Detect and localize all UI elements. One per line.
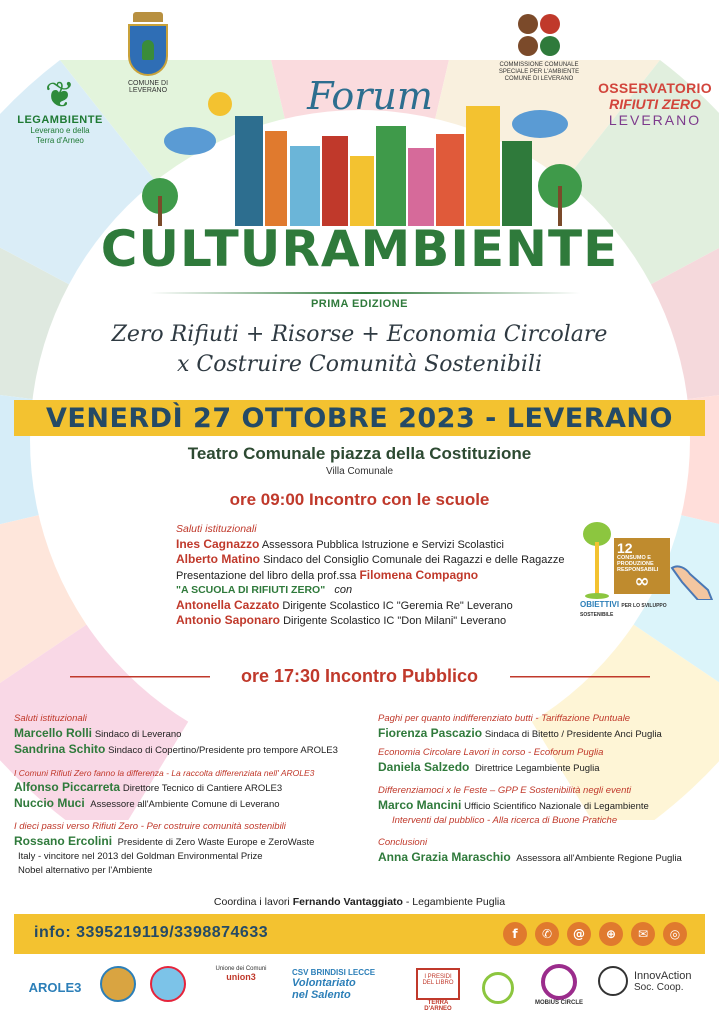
osservatorio-line1: OSSERVATORIO <box>598 80 712 96</box>
osservatorio-logo <box>596 80 714 128</box>
speaker-name: Anna Grazia Maraschio <box>378 850 511 864</box>
morning-program <box>176 522 596 629</box>
date-banner <box>14 400 705 436</box>
coat-of-arms-icon <box>128 24 168 76</box>
sdg-number: 12 <box>617 540 633 556</box>
whatsapp-icon[interactable]: ✆ <box>535 922 559 946</box>
partner-seal-logo <box>96 966 140 1002</box>
section-label: I dieci passi verso Rifiuti Zero - Per costruire comunità sostenibili <box>14 821 286 832</box>
commissione-logo <box>496 14 582 83</box>
union3-name: union3 <box>226 972 256 982</box>
list-item <box>176 613 596 629</box>
edition-label: PRIMA EDIZIONE <box>310 298 409 310</box>
innovaction-logo <box>598 966 718 996</box>
union3-logo <box>206 966 276 982</box>
coordination-pre: Coordina i lavori <box>213 896 290 908</box>
list-item <box>176 552 596 568</box>
list-item <box>176 537 596 553</box>
lightbulb-icon <box>598 966 628 996</box>
swan-icon: ❦ <box>44 75 76 116</box>
morning-heading: ore 09:00 Incontro con le scuole <box>229 490 490 509</box>
tagline-line2: x Costruire Comunità Sostenibili <box>177 352 542 377</box>
legambiente-sub1: Leverano e della <box>30 126 90 135</box>
afternoon-heading: ore 17:30 Incontro Pubblico <box>240 666 479 686</box>
list-item <box>14 726 374 742</box>
speaker-role-cont: Italy - vincitore nel 2013 del Goldman Environmental Prize <box>18 851 263 862</box>
social-icons <box>503 922 687 946</box>
crown-icon <box>133 12 163 22</box>
message-icon[interactable]: ✉ <box>631 922 655 946</box>
osservatorio-line3: LEVERANO <box>608 112 702 128</box>
coordinator-name: Fernando Vantaggiato <box>292 896 403 908</box>
csv-line3: nel Salento <box>292 989 351 1001</box>
morning-section: Saluti istituzionali <box>176 523 257 535</box>
csv-line2: Volontariato <box>292 977 356 989</box>
list-item <box>176 598 596 614</box>
list-item <box>176 583 596 598</box>
email-icon[interactable]: @ <box>567 922 591 946</box>
speaker-role: Assessore all'Ambiente Comune di Leverano <box>90 799 280 810</box>
info-bar <box>14 914 705 954</box>
list-item <box>14 742 374 758</box>
instagram-icon[interactable]: ◎ <box>663 922 687 946</box>
section-label: Paghi per quanto indifferenziato butti - Tariffazione Puntuale <box>378 713 631 724</box>
legambiente-logo <box>10 75 110 146</box>
list-item <box>378 798 714 814</box>
speaker-name: Alberto Matino <box>176 552 260 566</box>
innovaction-sub: Soc. Coop. <box>634 981 684 993</box>
mobius-logo <box>534 964 584 1006</box>
osservatorio-line2: RIFIUTI ZERO <box>609 96 701 112</box>
section-label: Interventi dal pubblico - Alla ricerca di Buone Pratiche <box>392 815 618 826</box>
speaker-role: Dirigente Scolastico IC "Geremia Re" Leverano <box>282 599 513 612</box>
speaker-name: Marco Mancini <box>378 798 462 812</box>
speaker-role: Sindaca di Bitetto / Presidente Anci Puglia <box>484 729 662 740</box>
union3-label: Unione dei Comuni <box>215 966 267 972</box>
commissione-line3: COMUNE DI LEVERANO <box>504 76 574 82</box>
speaker-name: Marcello Rolli <box>14 726 93 740</box>
author-name: Filomena Compagno <box>359 567 479 582</box>
speaker-name: Rossano Ercolini <box>14 834 113 848</box>
section-label: Conclusioni <box>378 837 428 848</box>
section-label: I Comuni Rifiuti Zero fanno la differenza - La raccolta differenziata nell' AROLE3 <box>14 768 315 778</box>
speaker-role: Ufficio Scientifico Nazionale di Legambiente <box>464 801 649 812</box>
speaker-role: Sindaco del Consiglio Comunale dei Ragazzi e delle Ragazze <box>263 554 565 566</box>
csv-line1: CSV BRINDISI LECCE <box>292 968 376 977</box>
sdg-12-badge <box>614 538 670 594</box>
speaker-role: Sindaco di Leverano <box>94 729 182 740</box>
section-label: Differenziamoci x le Feste – GPP E Sostenibilità negli eventi <box>378 785 632 796</box>
obiettivi-label: OBIETTIVI <box>580 600 620 609</box>
speaker-name: Antonio Saponaro <box>176 613 280 627</box>
hand-icon <box>668 560 716 600</box>
speaker-role-cont: Nobel alternativo per l'Ambiente <box>18 865 153 876</box>
info-phone[interactable]: info: 3395219119/3398874633 <box>34 924 269 941</box>
comune-logo <box>112 12 184 94</box>
event-date: VENERDÌ 27 OTTOBRE 2023 - LEVERANO <box>46 402 673 434</box>
mobius-label: MOBIUS CIRCLE <box>535 1000 583 1006</box>
list-item <box>14 834 374 850</box>
innovaction-name: InnovAction <box>634 969 692 982</box>
section-label: Saluti istituzionali <box>14 713 87 724</box>
list-item <box>378 850 714 866</box>
speaker-name: Antonella Cazzato <box>176 597 280 612</box>
list-item <box>378 760 714 776</box>
tree-icon <box>582 520 612 600</box>
centro-logo <box>474 972 522 1004</box>
presidi-logo <box>414 968 462 1012</box>
coordination-line <box>0 896 719 908</box>
sdg-obiettivi <box>580 600 700 618</box>
infinity-icon: ∞ <box>634 571 650 592</box>
list-item <box>378 726 714 742</box>
speaker-role: Direttore Tecnico di Cantiere AROLE3 <box>122 783 283 794</box>
commissione-line2: SPECIALE PER L'AMBIENTE <box>498 69 580 75</box>
with-label: con <box>334 584 353 596</box>
partner-logos <box>0 962 719 1022</box>
afternoon-left-column <box>14 712 374 878</box>
book-presentation: Presentazione del libro della prof.ssa <box>176 569 357 582</box>
speaker-name: Daniela Salzedo <box>378 760 470 774</box>
speaker-role: Dirigente Scolastico IC "Don Milani" Leverano <box>283 615 507 627</box>
speaker-role: Assessora all'Ambiente Regione Puglia <box>516 853 682 864</box>
commissione-mark-icon <box>518 14 560 56</box>
legambiente-name: LEGAMBIENTE <box>17 114 103 126</box>
comune-label: COMUNE DI LEVERANO <box>127 80 169 94</box>
speaker-role: Sindaco di Copertino/Presidente pro tempore AROLE3 <box>108 745 338 756</box>
speaker-name: Nuccio Muci <box>14 796 85 810</box>
obiettivi-sub: PER LO SVILUPPO SOSTENIBILE <box>580 603 667 618</box>
tagline-line1: Zero Rifiuti + Risorse + Economia Circolare <box>111 322 608 347</box>
speaker-role: Direttrice Legambiente Puglia <box>474 763 600 774</box>
presidi-label: I PRESIDI DEL LIBRO <box>416 968 460 1000</box>
speaker-name: Ines Cagnazzo <box>176 536 260 551</box>
afternoon-right-column <box>378 712 714 866</box>
coordination-post: - Legambiente Puglia <box>405 896 506 908</box>
speaker-role: Presidente di Zero Waste Europe e ZeroWaste <box>117 837 315 848</box>
title-divider <box>150 292 580 294</box>
list-item <box>14 780 374 796</box>
venue-sub: Villa Comunale <box>325 466 394 477</box>
speaker-name: Sandrina Schito <box>14 742 106 756</box>
page-title: CULTURAMBIENTE <box>100 220 619 278</box>
venue-name: Teatro Comunale piazza della Costituzione <box>187 444 532 463</box>
website-icon[interactable]: ⊕ <box>599 922 623 946</box>
list-item <box>176 568 596 584</box>
section-label: Economia Circolare Lavori in corso - Ecoforum Puglia <box>378 747 604 758</box>
commissione-line1: COMMISSIONE COMUNALE <box>499 62 579 68</box>
terra-label: TERRA D'ARNEO <box>424 1000 452 1012</box>
arole3-logo: AROLE3 <box>28 980 82 995</box>
csv-logo <box>292 968 412 1001</box>
forum-label: Forum <box>307 74 433 118</box>
list-item <box>14 796 374 812</box>
speaker-role: Assessora Pubblica Istruzione e Servizi Scolastici <box>261 538 504 551</box>
sdg-goal-label: CONSUMO E PRODUZIONE RESPONSABILI <box>617 555 659 573</box>
speaker-name: Fiorenza Pascazio <box>378 726 483 740</box>
book-title: "A SCUOLA DI RIFIUTI ZERO" <box>176 584 326 596</box>
partner-circle-logo <box>146 966 190 1002</box>
facebook-icon[interactable]: f <box>503 922 527 946</box>
speaker-name: Alfonso Piccarreta <box>14 780 121 794</box>
legambiente-sub2: Terra d'Arneo <box>36 136 84 145</box>
